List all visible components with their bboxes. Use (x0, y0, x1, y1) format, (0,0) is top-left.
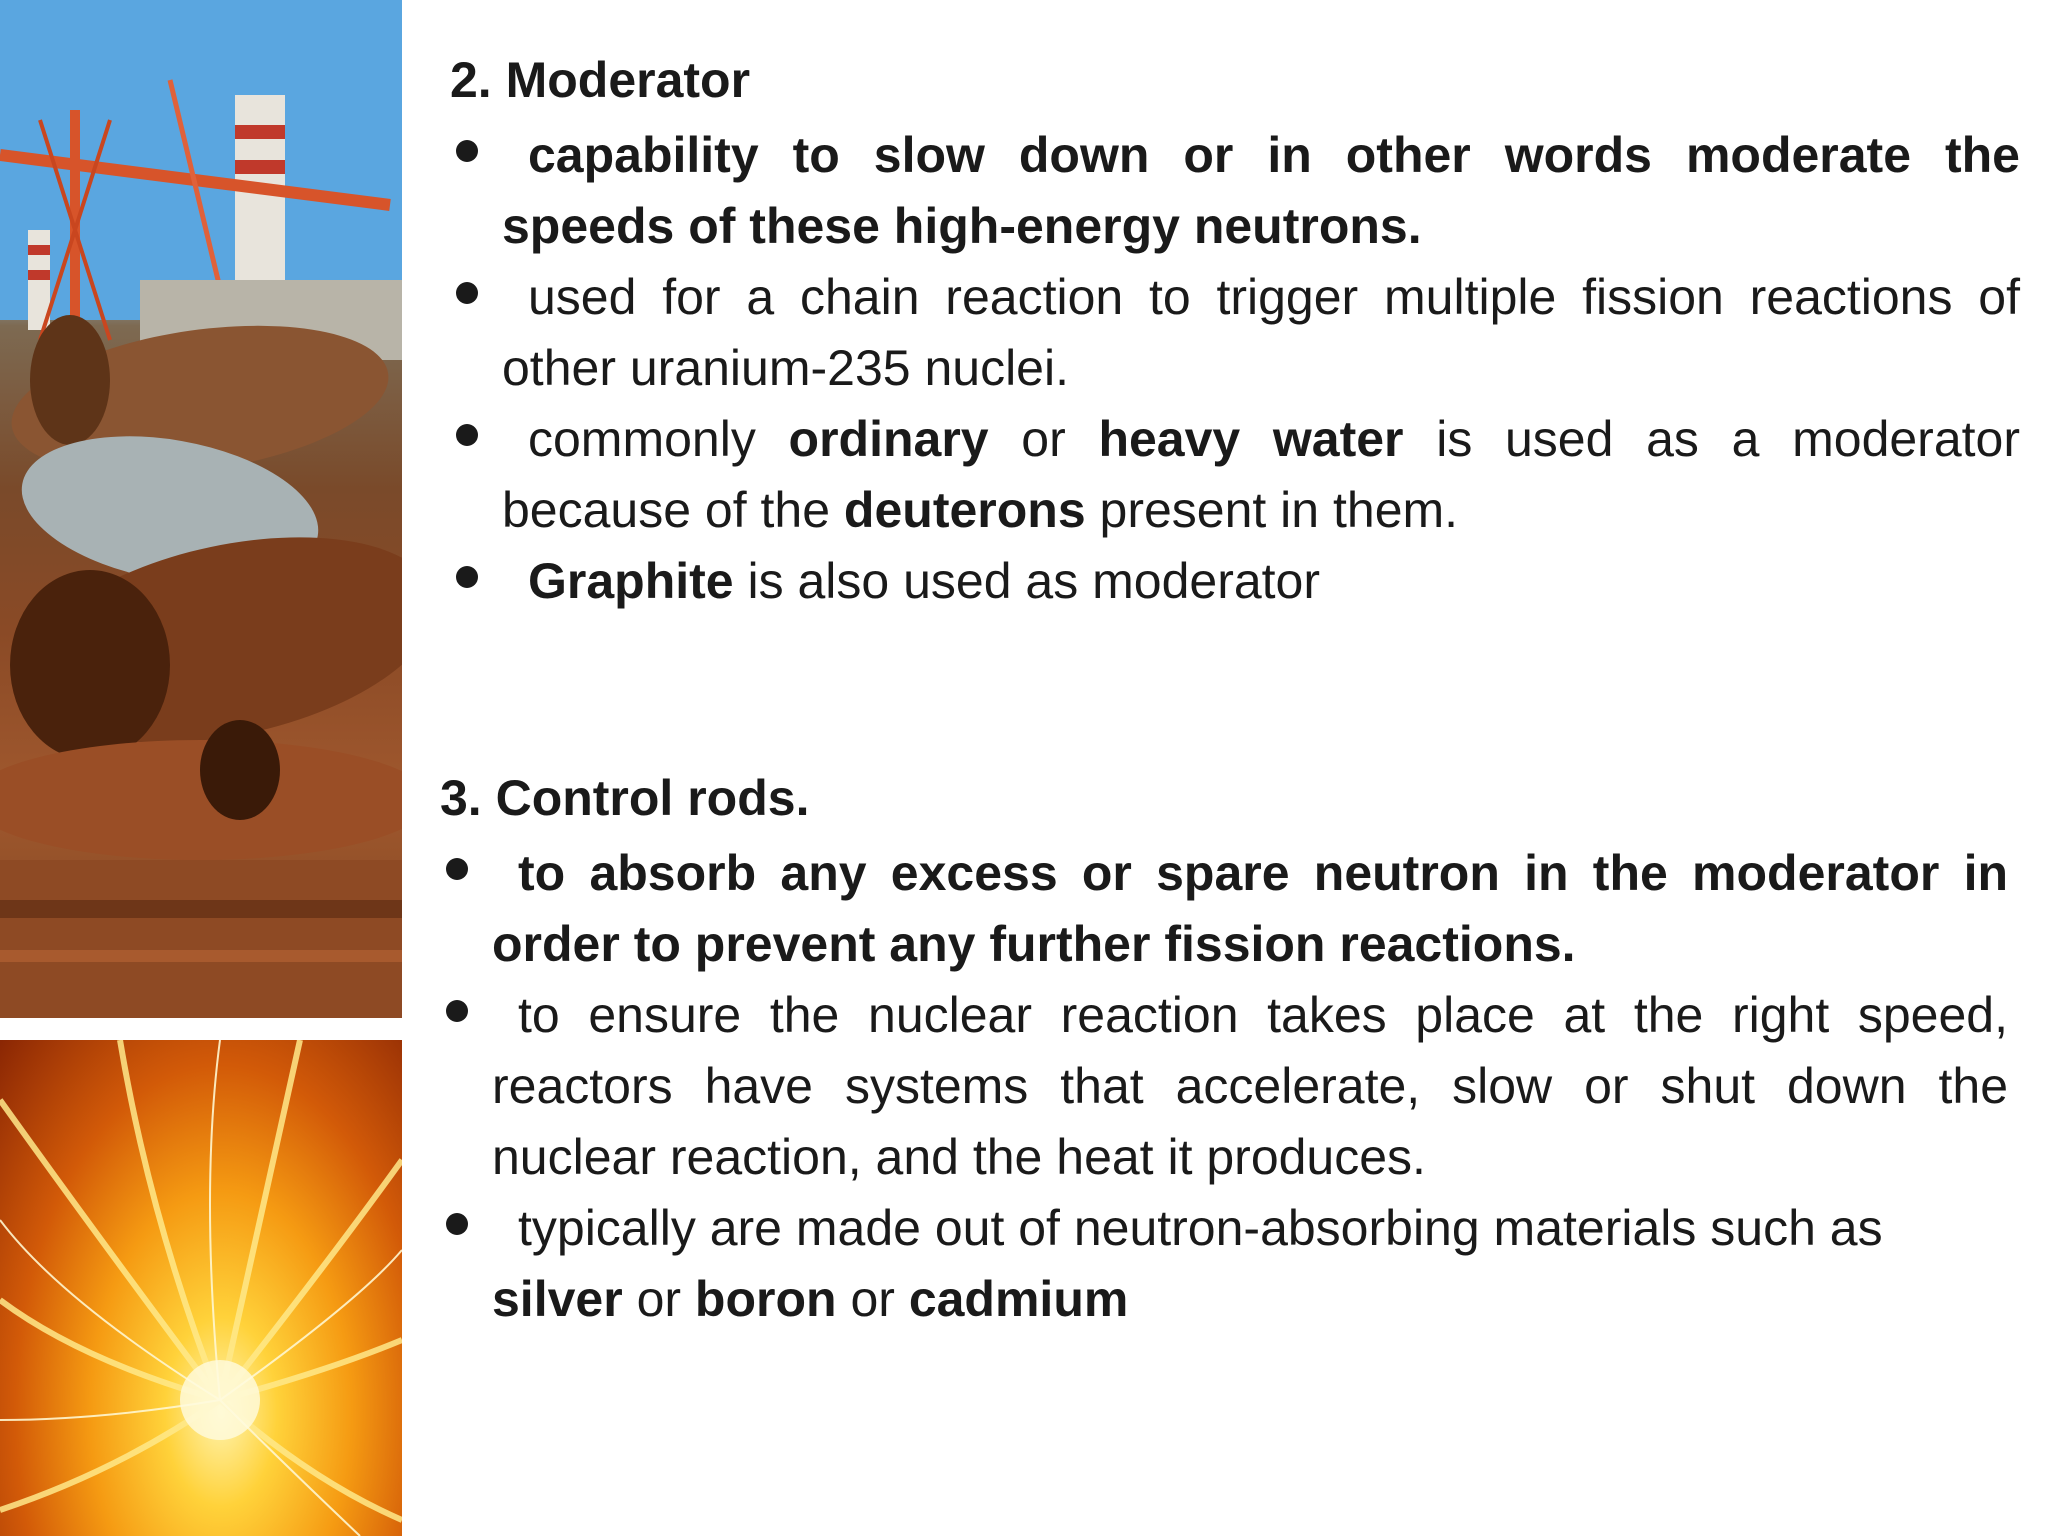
control-rods-bullet-2 (440, 980, 2008, 1193)
text-run: is used as a moderator because of the (502, 411, 2020, 538)
moderator-bullet-1 (450, 120, 2020, 262)
moderator-bullet-3 (450, 404, 2020, 546)
text-run: or (988, 411, 1099, 467)
text-run: commonly (528, 411, 789, 467)
bullet-text: used for a chain reaction to trigger multiple fission reactions of other uranium-235 nuclei. (502, 269, 2020, 396)
power-plant-illustration (0, 0, 402, 1018)
bullet-text: to ensure the nuclear reaction takes place at the right speed, reactors have systems that accelerate, slow or shut down the nuclear reaction, and the heat it produces. (492, 987, 2008, 1185)
bold-term-silver: silver (492, 1271, 623, 1327)
control-rods-bullet-1 (440, 838, 2008, 980)
bold-term-heavy-water: heavy water (1098, 411, 1404, 467)
energy-burst-illustration (0, 1040, 402, 1536)
control-rods-section (440, 758, 2008, 1335)
energy-burst-photo (0, 1040, 402, 1536)
bold-term-boron: boron (694, 1271, 837, 1327)
control-rods-heading: 3. Control rods. (440, 770, 810, 826)
bullet-dot-icon (456, 140, 478, 162)
moderator-bullet-4 (450, 546, 2020, 617)
text-run: present in them. (1085, 482, 1459, 538)
moderator-section (450, 40, 2020, 617)
bullet-dot-icon (446, 1000, 468, 1022)
control-rods-bullet-3 (440, 1193, 2008, 1335)
bold-term-graphite: Graphite (528, 553, 734, 609)
power-plant-photo (0, 0, 402, 1018)
bullet-dot-icon (456, 566, 478, 588)
bullet-dot-icon (456, 282, 478, 304)
bullet-text (502, 553, 1320, 609)
text-run: is also used as moderator (733, 553, 1320, 609)
moderator-bullet-2 (450, 262, 2020, 404)
moderator-heading: 2. Moderator (450, 52, 751, 108)
bullet-text (502, 411, 2020, 538)
bold-term-deuterons: deuterons (843, 482, 1086, 538)
bullet-dot-icon (446, 858, 468, 880)
text-run: or (622, 1271, 695, 1327)
bold-term-cadmium: cadmium (908, 1271, 1129, 1327)
bullet-text: to absorb any excess or spare neutron in the moderator in order to prevent any further fission reactions. (492, 845, 2008, 972)
bullet-text: capability to slow down or in other words moderate the speeds of these high-energy neutrons. (502, 127, 2020, 254)
bullet-text (492, 1200, 1883, 1327)
bullet-dot-icon (456, 424, 478, 446)
text-run: typically are made out of neutron-absorbing materials such as (518, 1200, 1883, 1256)
text-run: or (836, 1271, 909, 1327)
bold-term-ordinary: ordinary (788, 411, 989, 467)
bullet-dot-icon (446, 1213, 468, 1235)
